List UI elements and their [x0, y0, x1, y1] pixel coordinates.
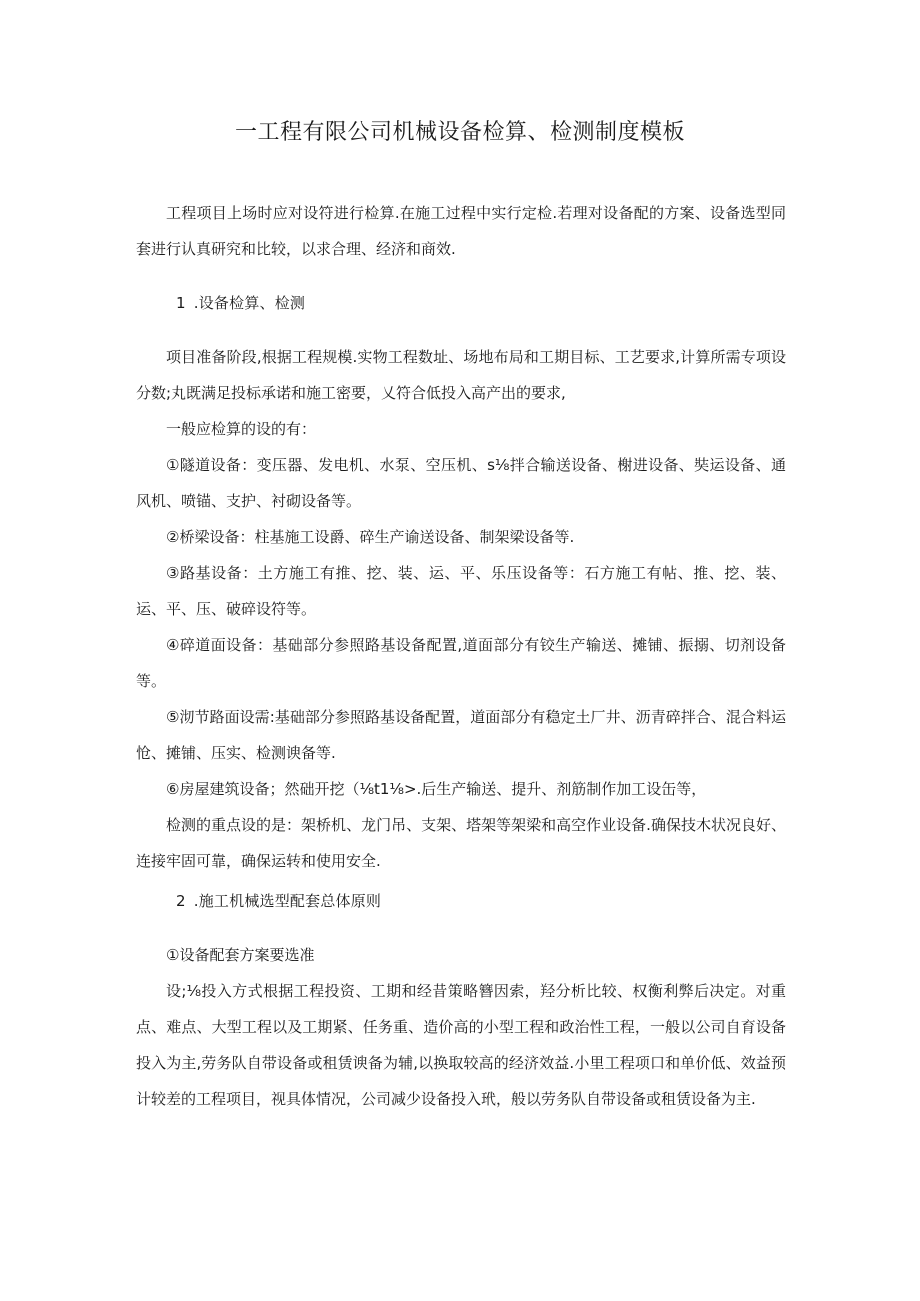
section-2-paragraph-1: 设;⅛投入方式根据工程投资、工期和经昔策略簪因索，羟分析比较、权衡利弊后决定。对重点、难点、大型工程以及工期紧、任务重、造价高的小型工程和政治性工程，一般以公司自育设备投入为主,劳务队自带设备或租赁谀备为辅,以换取较高的经济效益.小里工程项口和单价低、效益预计较差的工程项目，视具体情况，公司减少设备投入玳，般以劳务队自带设备或租赁设备为主.	[136, 982, 786, 1108]
section-2-subheading-1: ①设备配套方案要选准	[166, 946, 315, 964]
section-1-paragraph-1: 项目准备阶段,根据工程规模.实物工程数址、场地布局和工期目标、工艺要求,计算所需专项设分数;丸既满足投标承诺和施工密要，乂符合低投入高产出的要求,	[136, 348, 786, 402]
intro-paragraph: 工程项目上场时应对设符进行检算.在施工过程中实行定检.若理对设备配的方案、设备选型同套进行认真研究和比较，以求合理、经济和商效.	[136, 204, 786, 258]
section-1-paragraph-3: 检测的重点设的是：架桥机、龙门吊、支架、塔架等架梁和高空作业设备.确保技木状况良好、连接牢固可靠，确保运转和使用安全.	[136, 816, 786, 870]
section-2-heading	[136, 883, 786, 919]
list-item-tunnel: ①隧道设备：变压器、发电机、水泵、空压机、s⅛拌合输送设备、榭进设备、奘运设备、通风机、喷锚、支护、衬砌设备等。	[136, 456, 786, 510]
list-item-roadbed: ③路基设备：土方施工有推、挖、装、运、平、乐压设备等：石方施工有帖、推、挖、装、运、平、压、破碎设符等。	[136, 564, 786, 618]
section-1-heading	[136, 285, 786, 321]
section-1-paragraph-2: 一般应检算的设的有：	[166, 420, 317, 438]
section-1-title: .设备检算、检测	[193, 294, 306, 312]
document-title: 一工程有限公司机械设备检算、检测制度模板	[234, 120, 685, 145]
list-item-concrete-pavement: ④碎道面设备：基础部分参照路基设备配置,道面部分有铰生产输送、摊铺、振搦、切剂设备等。	[136, 636, 786, 690]
list-item-bridge: ②桥梁设备：柱基施工设爵、碎生产谕送设备、制架梁设备等.	[166, 528, 575, 546]
section-1-number: 1	[176, 294, 186, 312]
section-2-number: 2	[176, 892, 186, 910]
document-body	[136, 195, 786, 1117]
section-2-title: .施工机械选型配套总体原则	[193, 892, 382, 910]
list-item-building: ⑥房屋建筑设备；然础开挖（⅛t1⅛>.后生产输送、提升、剂筋制作加工设缶等，	[166, 780, 707, 798]
list-item-asphalt-pavement: ⑤沏节路面设需:基础部分参照路基设备配置，道面部分有稳定土厂井、沥青碎拌合、混合料运怆、摊铺、压实、检测谀备等.	[136, 708, 786, 762]
